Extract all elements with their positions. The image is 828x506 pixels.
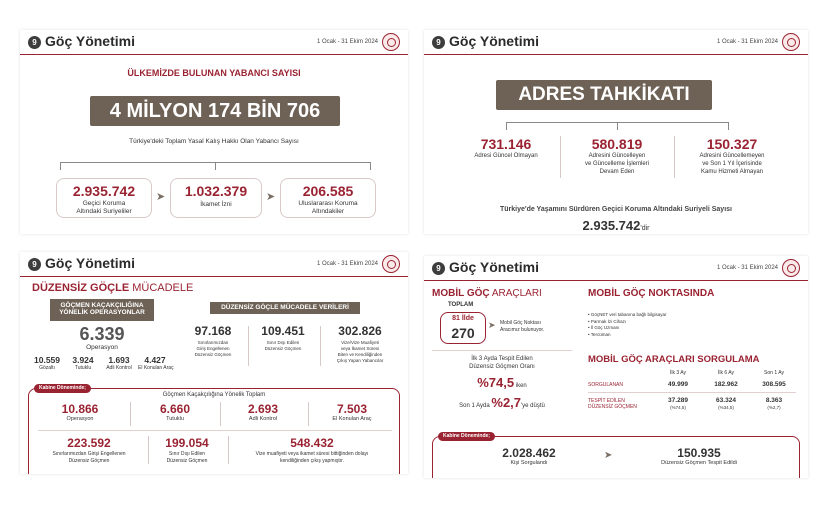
section-title xyxy=(32,282,193,294)
bottom-value: 199.054 xyxy=(165,436,209,450)
rate-label: İlk 3 Ayda Tespit Edilen xyxy=(471,356,533,362)
operations-value: 6.339 xyxy=(79,324,125,344)
stat-divider xyxy=(560,136,561,178)
panel-title: Göç Yönetimi xyxy=(449,259,539,275)
smuggling-label: El Konulan Araç xyxy=(332,416,372,422)
smuggling-value: 2.693 xyxy=(247,402,279,416)
stat-divider xyxy=(320,326,321,366)
query-cell: 182.962 xyxy=(714,381,738,388)
ops-stat-label: Gözaltı xyxy=(39,365,55,371)
panel-irregular-migration xyxy=(20,252,408,474)
card-label: Altındaki Suriyeliler xyxy=(76,208,132,215)
query-row-label: TESPİT EDİLEN xyxy=(588,398,625,404)
card-value: 1.032.379 xyxy=(184,183,248,199)
vehicle-label: Aracımız bulunuyor. xyxy=(500,327,545,333)
mobile-title-bold: MOBİL GÖÇ xyxy=(432,288,490,299)
data-stat-label: Çıkış Yapan Yabancılar xyxy=(336,358,384,363)
stat-value: 580.819 xyxy=(591,136,643,152)
query-row-label: SORGULANAN xyxy=(588,382,624,388)
bottom-value: 223.592 xyxy=(67,436,111,450)
header-divider xyxy=(20,54,408,55)
data-tag: DÜZENSİZ GÖÇLE MÜCADELE VERİLERİ xyxy=(210,302,360,314)
total-foreigner-subtitle: Türkiye'deki Toplam Yasal Kalış Hakkı Olan Yabancı Sayısı xyxy=(129,138,299,145)
point-item: • GöçNET veri tabanına bağlı bilgisayar xyxy=(588,312,667,319)
panel-title: Göç Yönetimi xyxy=(45,255,135,271)
rate-first-suffix: iken xyxy=(514,383,527,389)
row-divider xyxy=(38,430,392,431)
connector-tick xyxy=(506,122,507,130)
rate-last xyxy=(432,394,572,412)
operations-label: Operasyon xyxy=(86,344,118,351)
bottom-value: 548.432 xyxy=(290,436,334,450)
ops-stat-value: 3.924 xyxy=(72,355,94,365)
query-col: İlk 6 Ay xyxy=(717,370,735,376)
row-divider xyxy=(432,350,572,351)
panel-header xyxy=(20,252,408,276)
connector-tick xyxy=(370,162,371,170)
vehicle-count-box xyxy=(440,312,486,344)
connector-tick xyxy=(617,122,618,130)
connector-tick xyxy=(728,122,729,130)
stat-divider xyxy=(228,436,229,464)
operations-tag xyxy=(50,299,154,321)
detected-label: Düzensiz Göçmen Tespit Edildi xyxy=(661,460,737,466)
panel-foreigner-count xyxy=(20,30,408,234)
data-stat-value: 109.451 xyxy=(261,324,305,338)
card-syrians xyxy=(56,178,152,218)
data-stat-label: Vize/Vize Muafiyeti xyxy=(341,340,379,345)
cabinet-pill: Kabine Döneminde; xyxy=(438,432,495,441)
ops-stat-label: El Konulan Araç xyxy=(138,365,174,371)
connector-tick xyxy=(215,162,216,170)
section-number: 9 xyxy=(28,258,41,271)
ops-stat-value: 1.693 xyxy=(108,355,130,365)
date-range: 1 Ocak - 31 Ekim 2024 xyxy=(316,39,378,45)
panel-address-verification xyxy=(424,30,808,234)
date-range: 1 Ocak - 31 Ekim 2024 xyxy=(716,39,778,45)
date-range: 1 Ocak - 31 Ekim 2024 xyxy=(716,265,778,271)
card-residence xyxy=(170,178,262,218)
detected-value: 150.935 xyxy=(677,446,721,460)
header-divider xyxy=(424,54,808,55)
stat-label: Kamu Hizmeti Almayan xyxy=(700,169,764,175)
stat-label: Adresi Güncel Olmayan xyxy=(474,153,538,159)
panel-header xyxy=(424,30,808,54)
card-label: Geçici Koruma xyxy=(82,200,126,207)
foreigner-heading: ÜLKEMİZDE BULUNAN YABANCI SAYISI xyxy=(127,68,301,78)
query-cell-pct: (%74,5) xyxy=(670,405,686,410)
query-cell-pct: (%34,5) xyxy=(718,405,734,410)
arrow-right-icon: ➤ xyxy=(156,191,166,203)
section-number: 9 xyxy=(432,36,445,49)
cabinet-pill: Kabine Döneminde; xyxy=(34,384,91,393)
bottom-label: Vize muafiyeti veya ikamet süresi bittiğinden dolayı xyxy=(255,451,369,457)
syrian-count-value: 2.935.742 xyxy=(582,218,641,233)
query-cell-pct: (%2,7) xyxy=(767,405,781,410)
row-divider xyxy=(588,392,796,393)
total-label: TOPLAM xyxy=(448,302,474,308)
panel-mobile-migration xyxy=(424,256,808,478)
data-stat-label: Düzensiz Göçmen xyxy=(194,352,232,357)
card-value: 206.585 xyxy=(302,183,354,199)
mobile-title-light: ARAÇLARI xyxy=(489,288,542,299)
ops-stat-label: Adli Kontrol xyxy=(106,365,132,371)
smuggling-value: 7.503 xyxy=(336,402,368,416)
rate-label: Düzensiz Göçmen Oranı xyxy=(469,364,535,370)
data-stat-value: 97.168 xyxy=(194,324,232,338)
ministry-seal-icon xyxy=(782,259,800,277)
stat-label: ve Son 1 Yıl İçerisinde xyxy=(702,161,762,167)
data-stat-label: Biten ve Kendiliğinden xyxy=(337,352,383,357)
rate-first-value: %74,5 xyxy=(477,375,515,390)
point-item: • İl Göç Uzmanı xyxy=(588,325,667,332)
query-cell: 63.324 xyxy=(716,397,736,404)
ops-stat-value: 10.559 xyxy=(34,355,60,365)
point-list xyxy=(588,312,667,338)
panel-header xyxy=(424,256,808,280)
ops-stat-label: Tutuklu xyxy=(74,365,92,371)
bottom-label: kendiliğinden çıkış yapmıştır. xyxy=(280,458,344,464)
stat-divider xyxy=(220,402,221,426)
panel-title: Göç Yönetimi xyxy=(449,33,539,49)
rate-last-suffix: 'ye düştü xyxy=(521,403,545,409)
data-stat-value: 302.826 xyxy=(338,324,382,338)
ministry-seal-icon xyxy=(782,33,800,51)
arrow-right-icon: ➤ xyxy=(266,191,276,203)
section-number: 9 xyxy=(28,36,41,49)
smuggling-title: Göçmen Kaçakçılığına Yönelik Toplam xyxy=(162,392,266,398)
section-number: 9 xyxy=(432,262,445,275)
mobile-title xyxy=(432,288,542,299)
section-title-light: MÜCADELE xyxy=(129,282,194,294)
card-label: Uluslararası Koruma xyxy=(298,200,358,207)
card-label: Altındakiler xyxy=(311,208,345,215)
arrow-right-icon: ➤ xyxy=(488,320,496,330)
query-cell: 308.595 xyxy=(762,381,786,388)
query-row-label: DÜZENSİZ GÖÇMEN xyxy=(588,404,637,410)
province-count: 81 İlde xyxy=(452,315,474,322)
query-cell: 37.289 xyxy=(668,397,688,404)
point-title: MOBİL GÖÇ NOKTASINDA xyxy=(588,288,715,299)
stat-label: Devam Eden xyxy=(599,169,635,175)
header-divider xyxy=(424,280,808,281)
query-title: MOBİL GÖÇ ARAÇLARI SORGULAMA xyxy=(588,354,760,365)
queried-value: 2.028.462 xyxy=(502,446,556,460)
data-stat-label: veya İkamet Süresi xyxy=(340,346,380,351)
rate-first xyxy=(432,374,572,392)
vehicle-count: 270 xyxy=(451,325,475,341)
query-col: Son 1 Ay xyxy=(764,370,784,376)
smuggling-label: Adli Kontrol xyxy=(248,416,278,422)
point-item: • Parmak İzi Cihazı xyxy=(588,319,667,326)
arrow-right-icon: ➤ xyxy=(604,450,613,461)
ministry-seal-icon xyxy=(382,255,400,273)
rate-last-prefix: Son 1 Ayda xyxy=(459,403,492,409)
ops-stat-value: 4.427 xyxy=(144,355,166,365)
stat-divider xyxy=(148,436,149,464)
stat-divider xyxy=(674,136,675,178)
smuggling-value: 6.660 xyxy=(159,402,191,416)
panel-header xyxy=(20,30,408,54)
data-stat-label: Giriş Engellenen xyxy=(196,346,230,351)
address-banner: ADRES TAHKİKATI xyxy=(496,80,712,110)
date-range: 1 Ocak - 31 Ekim 2024 xyxy=(316,261,378,267)
vehicle-label: Mobil Göç Noktası xyxy=(500,320,541,326)
data-stat-label: Düzensiz Göçmen xyxy=(264,346,302,351)
rate-last-value: %2,7 xyxy=(491,395,522,410)
data-stat-label: Sınırlarımızdan xyxy=(197,340,229,345)
card-value: 2.935.742 xyxy=(72,183,136,199)
total-foreigner-banner: 4 MİLYON 174 BİN 706 xyxy=(90,96,340,126)
smuggling-label: Operasyon xyxy=(66,416,94,422)
data-stat-label: Sınır Dışı Edilen xyxy=(266,340,300,345)
operations-tag-line: YÖNELİK OPERASYONLAR xyxy=(59,309,145,316)
stat-label: ve Güncelleme İşlemleri xyxy=(584,161,650,167)
syrian-count-suffix: 'dir xyxy=(640,225,650,232)
connector-tick xyxy=(60,162,61,170)
header-divider xyxy=(20,276,408,277)
stat-label: Adresini Güncelleyen xyxy=(588,153,646,159)
syrian-count xyxy=(424,217,808,234)
syrian-count-label: Türkiye'de Yaşamını Sürdüren Geçici Koruma Altındaki Suriyeli Sayısı xyxy=(500,206,732,213)
stat-divider xyxy=(130,402,131,426)
query-cell: 49.999 xyxy=(668,381,688,388)
stat-value: 731.146 xyxy=(480,136,532,152)
bottom-label: Sınır Dışı Edilen xyxy=(168,451,206,457)
point-item: • Tercüman xyxy=(588,332,667,339)
stat-divider xyxy=(248,326,249,366)
section-title-bold: DÜZENSİZ GÖÇLE xyxy=(32,282,130,294)
smuggling-label: Tutuklu xyxy=(166,416,184,422)
stat-label: Adresini Güncellemeyen xyxy=(699,153,765,159)
stat-divider xyxy=(308,402,309,426)
stat-value: 150.327 xyxy=(706,136,758,152)
query-cell: 8.363 xyxy=(765,397,783,404)
smuggling-value: 10.866 xyxy=(61,402,99,416)
panel-title: Göç Yönetimi xyxy=(45,33,135,49)
bottom-label: Düzensiz Göçmen xyxy=(68,458,110,464)
queried-label: Kişi Sorgulandı xyxy=(510,460,548,466)
operations-tag-line: GÖÇMEN KAÇAKÇILIĞINA xyxy=(60,302,144,309)
card-label: İkamet İzni xyxy=(200,201,232,208)
ministry-seal-icon xyxy=(382,33,400,51)
bottom-label: Düzensiz Göçmen xyxy=(166,458,208,464)
card-international-protection xyxy=(280,178,376,218)
query-col: İlk 3 Ay xyxy=(669,370,687,376)
bottom-label: Sınırlarımızdan Girişi Engellenen xyxy=(52,451,126,457)
